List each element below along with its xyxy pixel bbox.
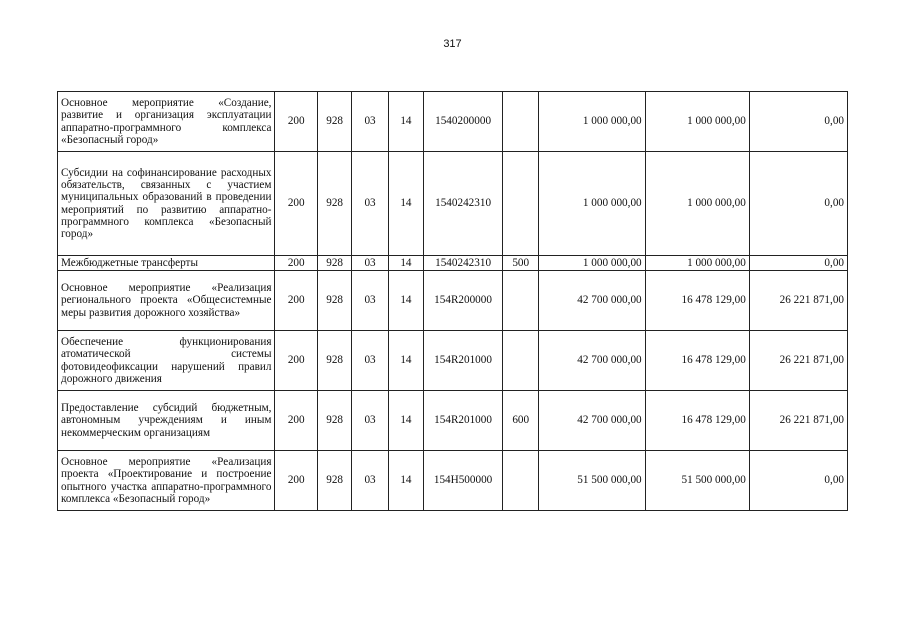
budget-table	[57, 91, 848, 511]
cell-pr: 14	[388, 92, 423, 152]
table-row	[58, 152, 848, 256]
table-row	[58, 92, 848, 152]
cell-ppp: 200	[275, 271, 317, 331]
cell-description: Основное мероприятие «Реализация проекта «Проектирование и построение опытного участка аппаратно-программного комплекса «Безопасный город»	[58, 451, 275, 511]
cell-description: Основное мероприятие «Создание, развитие и организация эксплуатации аппаратно-программного комплекса «Безопасный город»	[58, 92, 275, 152]
cell-ppp: 200	[275, 391, 317, 451]
cell-rz: 03	[352, 391, 388, 451]
cell-pr: 14	[388, 271, 423, 331]
page-number: 317	[443, 38, 462, 50]
cell-expense-type	[503, 92, 539, 152]
cell-ppp: 200	[275, 92, 317, 152]
cell-rz: 03	[352, 152, 388, 256]
cell-sum-1: 1 000 000,00	[539, 152, 645, 256]
cell-sum-1: 1 000 000,00	[539, 256, 645, 271]
cell-sum-3: 0,00	[749, 256, 847, 271]
cell-ppp: 200	[275, 152, 317, 256]
cell-ppp: 200	[275, 256, 317, 271]
cell-sum-1: 51 500 000,00	[539, 451, 645, 511]
cell-description: Предоставление субсидий бюджетным, автономным учреждениям и иным некоммерческим организациям	[58, 391, 275, 451]
cell-rz: 03	[352, 451, 388, 511]
cell-target-article: 154R200000	[424, 271, 503, 331]
cell-grbs: 928	[317, 451, 351, 511]
cell-rz: 03	[352, 92, 388, 152]
cell-ppp: 200	[275, 451, 317, 511]
cell-target-article: 154R201000	[424, 331, 503, 391]
cell-pr: 14	[388, 451, 423, 511]
cell-expense-type: 600	[503, 391, 539, 451]
cell-rz: 03	[352, 331, 388, 391]
cell-sum-2: 16 478 129,00	[645, 271, 749, 331]
cell-rz: 03	[352, 271, 388, 331]
cell-grbs: 928	[317, 391, 351, 451]
cell-sum-1: 1 000 000,00	[539, 92, 645, 152]
cell-pr: 14	[388, 391, 423, 451]
cell-sum-2: 1 000 000,00	[645, 152, 749, 256]
cell-grbs: 928	[317, 331, 351, 391]
cell-sum-1: 42 700 000,00	[539, 271, 645, 331]
cell-target-article: 1540242310	[424, 256, 503, 271]
cell-pr: 14	[388, 256, 423, 271]
cell-sum-3: 26 221 871,00	[749, 271, 847, 331]
table-row	[58, 391, 848, 451]
cell-sum-3: 0,00	[749, 451, 847, 511]
cell-grbs: 928	[317, 92, 351, 152]
cell-description: Основное мероприятие «Реализация регионального проекта «Общесистемные меры развития дорожного хозяйства»	[58, 271, 275, 331]
cell-pr: 14	[388, 152, 423, 256]
cell-grbs: 928	[317, 271, 351, 331]
cell-sum-3: 0,00	[749, 152, 847, 256]
cell-sum-2: 1 000 000,00	[645, 92, 749, 152]
cell-description: Обеспечение функционирования атоматической системы фотовидеофиксации нарушений правил дорожного движения	[58, 331, 275, 391]
cell-expense-type	[503, 152, 539, 256]
cell-sum-2: 1 000 000,00	[645, 256, 749, 271]
cell-sum-3: 26 221 871,00	[749, 331, 847, 391]
cell-sum-2: 16 478 129,00	[645, 391, 749, 451]
cell-rz: 03	[352, 256, 388, 271]
cell-ppp: 200	[275, 331, 317, 391]
cell-pr: 14	[388, 331, 423, 391]
cell-expense-type	[503, 331, 539, 391]
cell-sum-3: 26 221 871,00	[749, 391, 847, 451]
table-row	[58, 256, 848, 271]
cell-sum-2: 16 478 129,00	[645, 331, 749, 391]
cell-sum-3: 0,00	[749, 92, 847, 152]
cell-expense-type	[503, 271, 539, 331]
table-row	[58, 271, 848, 331]
cell-target-article: 154H500000	[424, 451, 503, 511]
cell-grbs: 928	[317, 256, 351, 271]
cell-sum-2: 51 500 000,00	[645, 451, 749, 511]
cell-sum-1: 42 700 000,00	[539, 391, 645, 451]
cell-expense-type: 500	[503, 256, 539, 271]
cell-target-article: 1540242310	[424, 152, 503, 256]
table-row	[58, 451, 848, 511]
cell-grbs: 928	[317, 152, 351, 256]
cell-target-article: 154R201000	[424, 391, 503, 451]
cell-target-article: 1540200000	[424, 92, 503, 152]
cell-expense-type	[503, 451, 539, 511]
cell-sum-1: 42 700 000,00	[539, 331, 645, 391]
cell-description: Субсидии на софинансирование расходных обязательств, связанных с участием муниципальных образований в проведении мероприятий по развитию аппаратно-программного комплекса «Безопасный город»	[58, 152, 275, 256]
table-row	[58, 331, 848, 391]
cell-description: Межбюджетные трансферты	[58, 256, 275, 271]
